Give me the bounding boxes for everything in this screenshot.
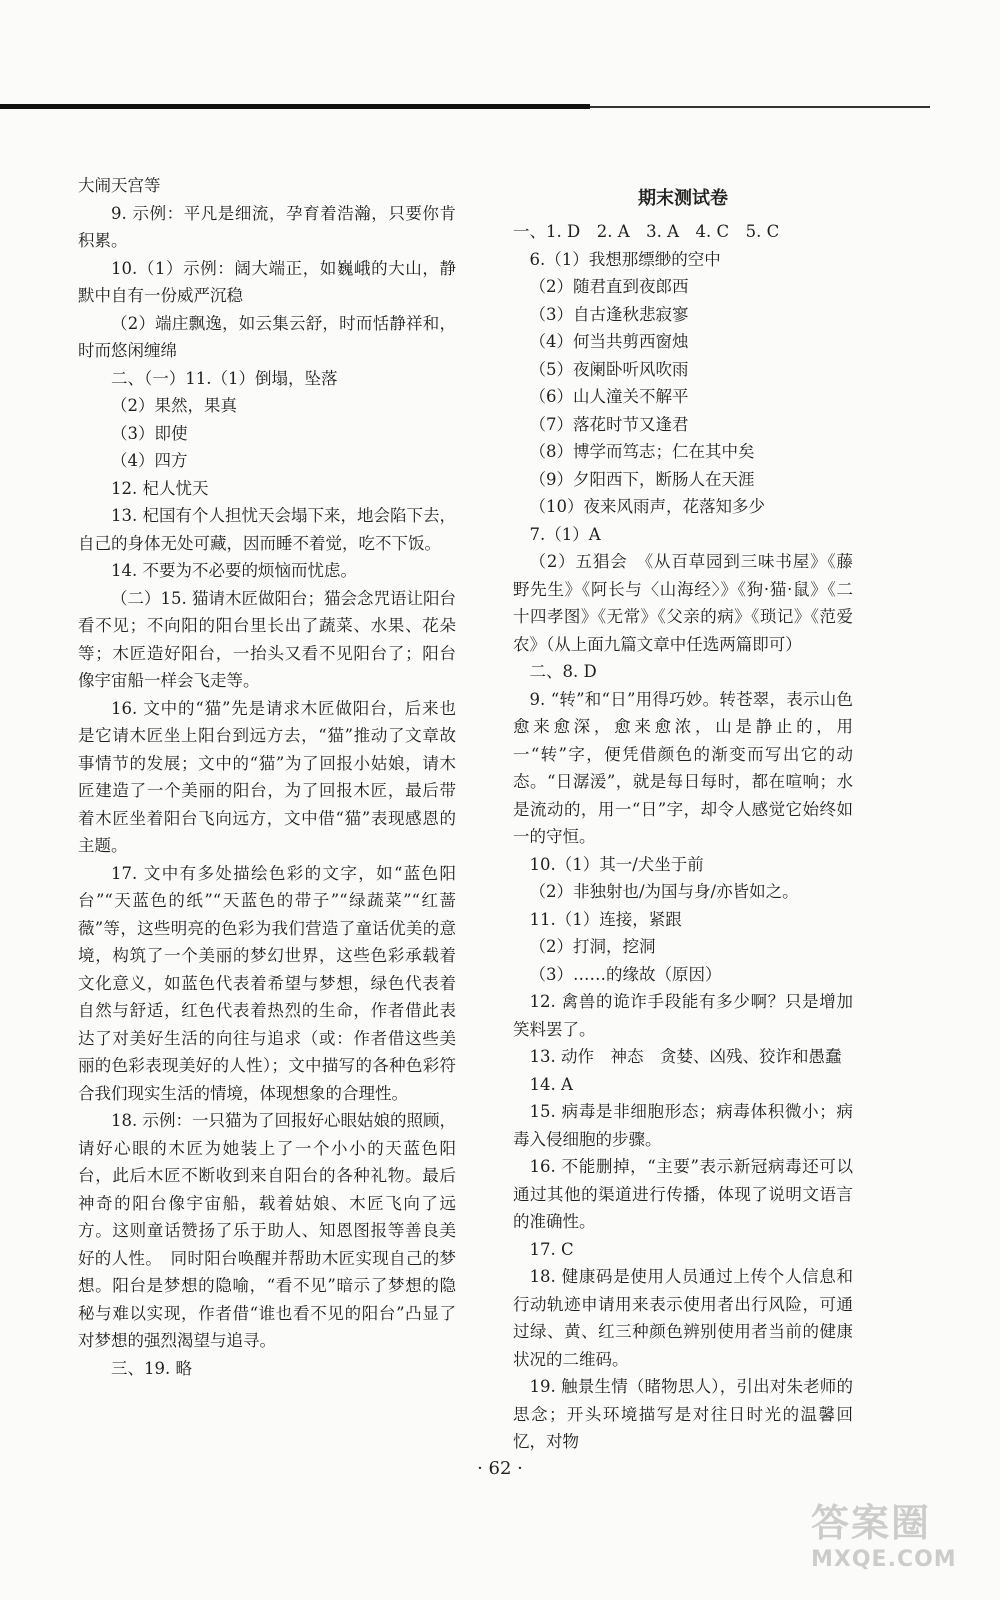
left-paragraph: （二）15. 猫请木匠做阳台；猫会念咒语让阳台看不见；不向阳的阳台里长出了蔬菜、水果、花朵等；木匠造好阳台，一抬头又看不见阳台了；阳台像宇宙船一样会飞走等。 [78, 588, 456, 690]
watermark-logo [811, 1492, 986, 1582]
left-paragraph: 二、（一）11.（1）倒塌，坠落 [111, 368, 338, 388]
right-paragraph: （2）打洞，挖洞 [529, 937, 656, 956]
right-paragraph: 6.（1）我想那缥缈的空中 [529, 249, 721, 269]
right-paragraph: 14. A [529, 1074, 573, 1094]
right-paragraph: 9. “转”和“日”用得巧妙。转苍翠，表示山色愈来愈深，愈来愈浓，山是静止的，用一“转”字，便凭借颜色的渐变而写出它的动态。“日潺湲”，就是每日每时，都在喧响；水是流动的，用一“日”字，却令人感觉它始终如一的守恒。 [513, 689, 853, 846]
left-paragraph: 17. 文中有多处描绘色彩的文字，如“蓝色阳台”“天蓝色的纸”“天蓝色的带子”“绿蔬菜”“红蔷薇”等，这些明亮的色彩为我们营造了童话优美的意境，构筑了一个美丽的梦幻世界，这些色彩承载着文化意义，如蓝色代表着希望与梦想，绿色代表着自然与舒适，红色代表着热烈的生命，作者借此表达了对美好生活的向往与追求（或：作者借这些美丽的色彩表现美好的人性）；文中描写的各种色彩符合我们现实生活的情境，体现想象的合理性。 [78, 863, 456, 1103]
right-paragraph: （5）夜阑卧听风吹雨 [529, 359, 689, 379]
left-paragraph: 10.（1）示例：阔大端正，如巍峨的大山，静默中自有一份威严沉稳 [78, 258, 456, 305]
left-paragraph: 9. 示例：平凡是细流，孕育着浩瀚，只要你肯积累。 [78, 203, 456, 250]
left-paragraph: 14. 不要为不必要的烦恼而忧虑。 [111, 561, 357, 580]
right-paragraph: 11.（1）连接，紧跟 [529, 909, 682, 929]
watermark-mark: 答案圈 [811, 1501, 932, 1545]
right-paragraph: 17. C [529, 1239, 574, 1259]
right-paragraph: （2）五猖会 《从百草园到三味书屋》《藤野先生》《阿长与〈山海经〉》《狗·猫·鼠》《二十四孝图》《无常》《父亲的病》《琐记》《范爱农》（从上面九篇文章中任选两篇即可） [513, 552, 853, 654]
right-paragraph: 19. 触景生情（睹物思人），引出对朱老师的思念；开头环境描写是对往日时光的温馨回忆，对物 [513, 1377, 853, 1451]
section-title: 期末测试卷 [638, 188, 728, 209]
watermark-url: MXQE.COM [811, 1547, 957, 1572]
left-paragraph: 大闹天宫等 [78, 176, 161, 195]
right-paragraph: （7）落花时节又逢君 [529, 414, 689, 434]
right-paragraph: 10.（1）其一/犬坐于前 [529, 854, 704, 874]
right-paragraph: 12. 禽兽的诡诈手段能有多少啊？只是增加笑料罢了。 [513, 992, 853, 1039]
right-column [513, 172, 853, 1456]
top-rule [0, 104, 590, 109]
right-paragraph: 15. 病毒是非细胞形态；病毒体积微小；病毒入侵细胞的步骤。 [513, 1102, 853, 1149]
right-paragraph: 7.（1）A [529, 524, 601, 544]
left-paragraph: （4）四方 [111, 451, 188, 470]
left-paragraph: 12. 杞人忧天 [111, 478, 209, 498]
left-column [78, 172, 456, 1382]
page-number: · 62 · [477, 1458, 523, 1479]
top-rule-thin [590, 106, 930, 108]
right-paragraph: （10）夜来风雨声，花落知多少 [529, 497, 765, 516]
right-paragraph: （6）山人潼关不解平 [529, 387, 689, 406]
right-paragraph: 16. 不能删掉，“主要”表示新冠病毒还可以通过其他的渠道进行传播，体现了说明文语言的准确性。 [513, 1157, 853, 1231]
right-paragraph: 13. 动作 神态 贪婪、凶残、狡诈和愚蠢 [529, 1047, 842, 1066]
right-paragraph: （4）何当共剪西窗烛 [529, 332, 689, 351]
right-paragraph: （2）随君直到夜郎西 [529, 277, 689, 296]
right-paragraph: 18. 健康码是使用人员通过上传个人信息和行动轨迹申请用来表示使用者出行风险，可通过绿、黄、红三种颜色辨别使用者当前的健康状况的二维码。 [513, 1267, 853, 1369]
right-column-body [513, 218, 853, 1456]
right-paragraph: （9）夕阳西下，断肠人在天涯 [529, 469, 755, 489]
right-paragraph: （3）自古逢秋悲寂寥 [529, 304, 689, 324]
right-paragraph: 一、1. D 2. A 3. A 4. C 5. C [513, 222, 780, 241]
right-paragraph: （8）博学而笃志；仁在其中矣 [529, 442, 755, 461]
left-paragraph: 18. 示例：一只猫为了回报好心眼姑娘的照顾，请好心眼的木匠为她装上了一个小小的天蓝色阳台，此后木匠不断收到来自阳台的各种礼物。最后神奇的阳台像宇宙船，载着姑娘、木匠飞向了远方。这则童话赞扬了乐于助人、知恩图报等善良美好的人性。 同时阳台唤醒并帮助木匠实现自己的梦想。阳台是梦想的隐喻，“看不见”暗示了梦想的隐秘与难以实现，作者借“谁也看不见的阳台”凸显了对梦想的强烈渴望与追寻。 [78, 1111, 456, 1350]
left-paragraph: （2）果然，果真 [111, 396, 237, 415]
left-paragraph: （3）即使 [111, 423, 188, 443]
right-paragraph: （2）非独射也/为国与身/亦皆如之。 [529, 882, 799, 901]
right-paragraph: （3）……的缘故（原因） [529, 964, 722, 984]
left-paragraph: 三、19. 略 [111, 1358, 192, 1378]
left-paragraph: 16. 文中的“猫”先是请求木匠做阳台，后来也是它请木匠坐上阳台到远方去，“猫”推动了文章故事情节的发展；文中的“猫”为了回报小姑娘，请木匠建造了一个美丽的阳台，为了回报木匠，最后带着木匠坐着阳台飞向远方，文中借“猫”表现感恩的主题。 [78, 698, 456, 855]
right-paragraph: 二、8. D [529, 662, 597, 681]
left-paragraph: 13. 杞国有个人担忧天会塌下来，地会陷下去，自己的身体无处可藏，因而睡不着觉，吃不下饭。 [78, 506, 456, 553]
left-paragraph: （2）端庄飘逸，如云集云舒，时而恬静祥和，时而悠闲缠绵 [78, 313, 456, 360]
